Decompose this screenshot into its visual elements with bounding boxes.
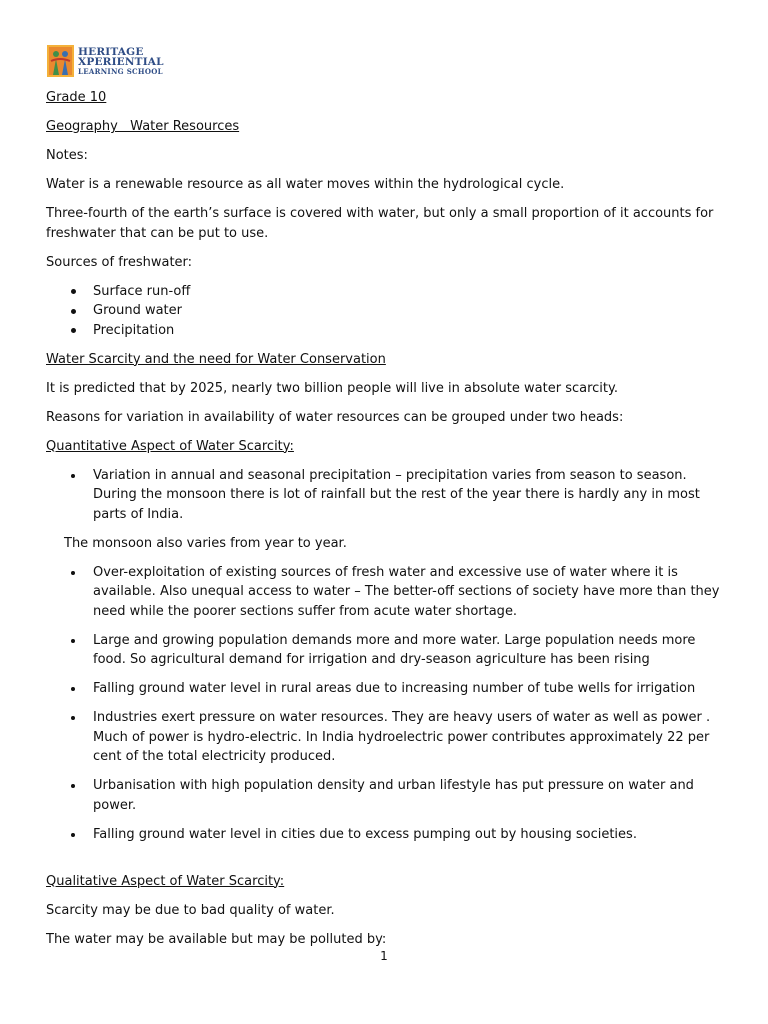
school-logo-text	[78, 47, 164, 76]
list-item: Falling ground water level in rural areas due to increasing number of tube wells for irrigation	[46, 679, 726, 699]
logo-line-1: HERITAGE	[78, 45, 144, 58]
list-item: Falling ground water level in cities due to excess pumping out by housing societies.	[46, 825, 726, 845]
scarcity-heading: Water Scarcity and the need for Water Conservation	[46, 351, 386, 367]
sources-list	[46, 282, 726, 341]
qualitative-paragraph-1: Scarcity may be due to bad quality of water.	[46, 902, 335, 918]
school-logo-icon	[47, 45, 74, 77]
quantitative-heading: Quantitative Aspect of Water Scarcity:	[46, 438, 294, 454]
list-item: Large and growing population demands more and more water. Large population needs more food. So agricultural demand for irrigation and dry-season agriculture has been rising	[46, 631, 726, 670]
quantitative-list-2	[46, 563, 726, 845]
qualitative-heading: Qualitative Aspect of Water Scarcity:	[46, 873, 285, 889]
notes-label: Notes:	[46, 148, 88, 163]
intro-paragraph-1: Water is a renewable resource as all water moves within the hydrological cycle.	[46, 177, 565, 192]
spacer	[46, 854, 726, 872]
qualitative-paragraph-2: The water may be available but may be polluted by:	[46, 931, 387, 947]
quantitative-list-1	[46, 466, 726, 525]
intro-paragraph-2: Three-fourth of the earth’s surface is covered with water, but only a small proportion of it accounts for freshwater that can be put to use.	[46, 206, 714, 241]
grade-heading: Grade 10	[46, 90, 107, 105]
logo-line-2: XPERIENTIAL	[78, 55, 164, 68]
school-logo	[47, 44, 169, 78]
list-item: Urbanisation with high population density and urban lifestyle has put pressure on water and power.	[46, 776, 726, 815]
list-item: Precipitation	[46, 321, 726, 341]
list-item: Ground water	[46, 301, 726, 321]
list-item: Over-exploitation of existing sources of fresh water and excessive use of water where it is available. Also unequal access to water – The better-off sections of society have more than they need while the poorer sections suffer from acute water shortage.	[46, 563, 726, 622]
list-item: Industries exert pressure on water resources. They are heavy users of water as well as power . Much of power is hydro-electric. In India hydroelectric power contributes approximately 22 per cent of the total electricity produced.	[46, 708, 726, 767]
scarcity-paragraph-2: Reasons for variation in availability of water resources can be grouped under two heads:	[46, 409, 624, 425]
subject-heading: Geography Water Resources	[46, 119, 240, 134]
list-item: Variation in annual and seasonal precipitation – precipitation varies from season to season. During the monsoon there is lot of rainfall but the rest of the year there is hardly any in most parts of India.	[46, 466, 726, 525]
sources-label: Sources of freshwater:	[46, 254, 193, 270]
logo-line-3: LEARNING SCHOOL	[78, 66, 163, 76]
document-body	[46, 88, 726, 959]
monsoon-note: The monsoon also varies from year to year.	[64, 535, 347, 551]
page-number: 1	[380, 949, 388, 963]
list-item: Surface run-off	[46, 282, 726, 302]
scarcity-paragraph-1: It is predicted that by 2025, nearly two billion people will live in absolute water scarcity.	[46, 380, 618, 396]
